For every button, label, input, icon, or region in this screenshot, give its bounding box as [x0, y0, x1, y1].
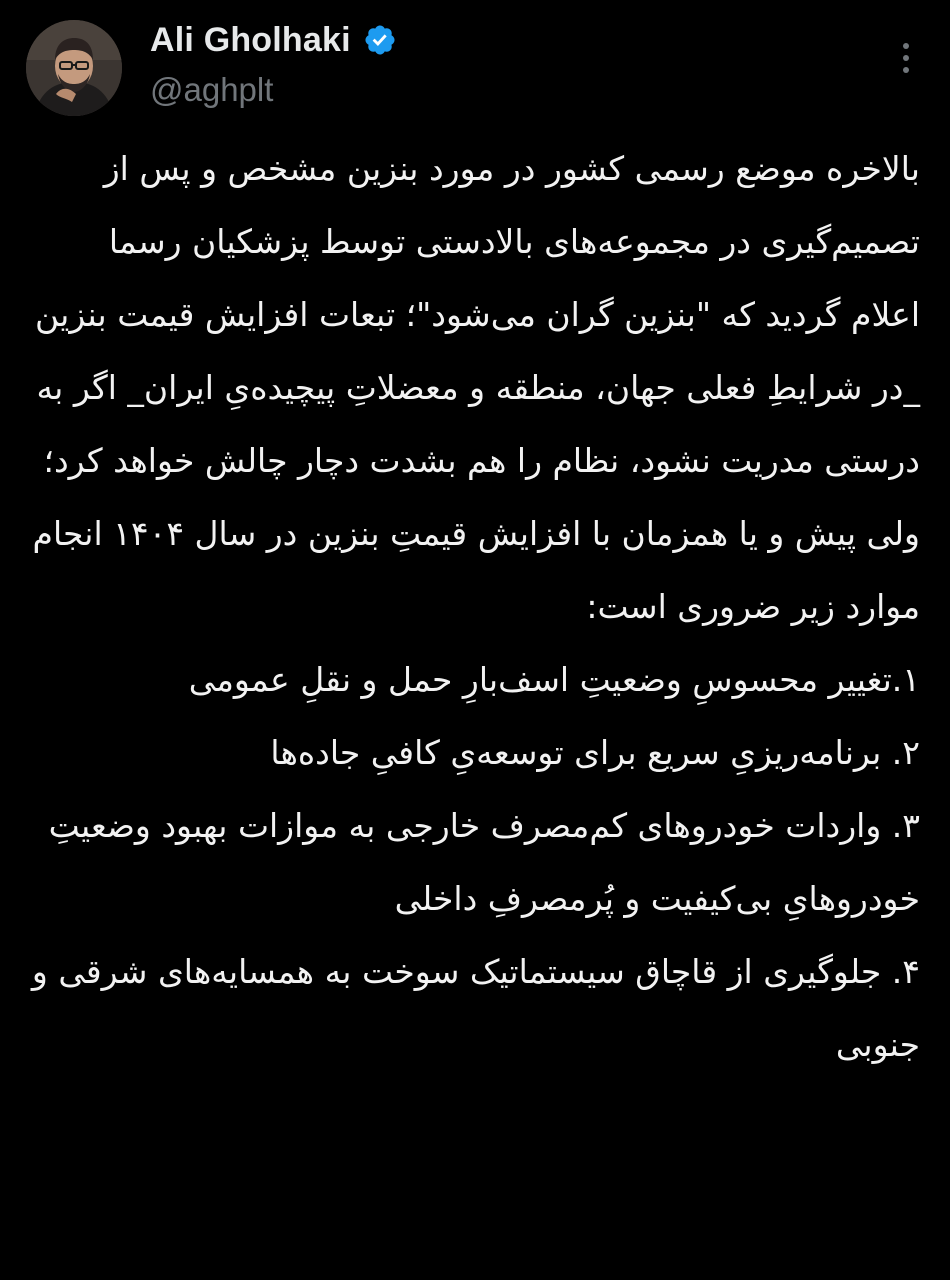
more-dot — [903, 43, 909, 49]
tweet-paragraph-intro: بالاخره موضع رسمی کشور در مورد بنزین مشخص و پس از تصمیم‌گیری در مجموعه‌های بالادستی توسط پزشکیان رسما اعلام گردید که "بنزین گران می‌شود"؛ تبعات افزایش قیمت بنزین _در شرایطِ فعلی جهان، منطقه و معضلاتِ پیچیده‌یِ ایران_ اگر به درستی مدریت نشود، نظام را هم بشدت دچار چالش خواهد کرد؛ ولی پیش و یا همزمان با افزایش قیمتِ بنزین در سال ۱۴۰۴ انجام موارد زیر ضروری است: — [32, 149, 920, 626]
verified-badge-icon — [363, 23, 397, 57]
tweet-list-item-1: ۱.تغییر محسوسِ وضعیتِ اسف‌بارِ حمل و نقلِ عمومی — [188, 660, 920, 699]
tweet-list-item-3: ۳. واردات خودروهای کم‌مصرف خارجی به موازات بهبود وضعیتِ خودروهایِ بی‌کیفیت و پُرمصرفِ داخلی — [48, 806, 920, 918]
tweet-text — [30, 132, 920, 1081]
name-row — [150, 18, 397, 62]
tweet-list-item-2: ۲. برنامه‌ریزیِ سریع برای توسعه‌یِ کافیِ جاده‌ها — [270, 733, 920, 772]
user-info — [150, 18, 397, 112]
user-handle[interactable]: @aghplt — [150, 71, 274, 108]
display-name[interactable]: Ali Gholhaki — [150, 21, 351, 59]
more-dot — [903, 67, 909, 73]
tweet-list-item-4: ۴. جلوگیری از قاچاق سیستماتیک سوخت به همسایه‌های شرقی و جنوبی — [31, 952, 920, 1064]
more-options-icon[interactable] — [886, 38, 926, 78]
avatar-image — [26, 20, 122, 116]
avatar[interactable] — [26, 20, 122, 116]
more-dot — [903, 55, 909, 61]
